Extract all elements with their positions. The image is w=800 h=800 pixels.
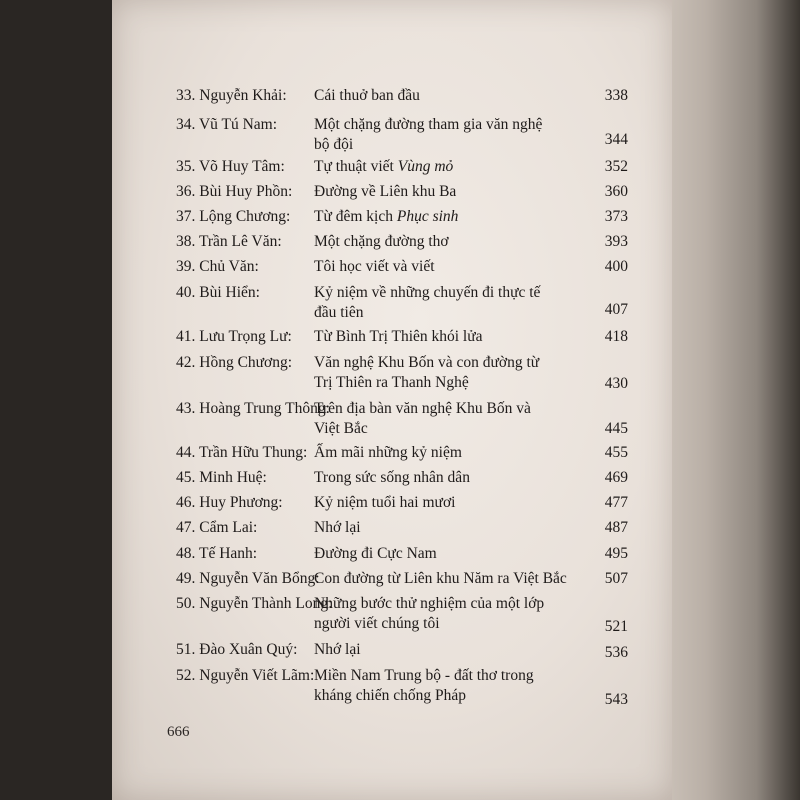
toc-title-line: kháng chiến chống Pháp bbox=[314, 687, 466, 704]
toc-page-number: 445 bbox=[604, 420, 628, 437]
toc-title bbox=[314, 594, 579, 634]
toc-author: 44. Trần Hữu Thung: bbox=[176, 444, 308, 461]
toc-page-number: 338 bbox=[604, 87, 628, 104]
toc-title bbox=[314, 283, 579, 323]
toc-page-number: 407 bbox=[604, 301, 628, 318]
toc-author: 42. Hồng Chương: bbox=[176, 354, 293, 371]
toc-author: 37. Lộng Chương: bbox=[176, 208, 291, 225]
toc-title bbox=[314, 353, 579, 393]
toc-title-italic: Phục sinh bbox=[396, 208, 459, 225]
toc-page-number: 543 bbox=[604, 691, 628, 708]
toc-title-line: Đường đi Cực Nam bbox=[314, 545, 437, 562]
toc-title bbox=[314, 257, 579, 277]
toc-title-italic: Vùng mỏ bbox=[397, 158, 454, 175]
toc-title-line: Trị Thiên ra Thanh Nghệ bbox=[314, 374, 469, 391]
toc-author: 40. Bùi Hiển: bbox=[176, 284, 260, 301]
toc-author: 43. Hoàng Trung Thông: bbox=[176, 400, 330, 417]
toc-author: 48. Tế Hanh: bbox=[176, 545, 258, 562]
toc-title bbox=[314, 468, 579, 488]
toc-title bbox=[314, 493, 579, 513]
toc-page-number: 521 bbox=[604, 618, 628, 635]
toc-title-line: Những bước thử nghiệm của một lớp bbox=[314, 595, 545, 612]
toc-title-line: Trong sức sống nhân dân bbox=[314, 469, 470, 486]
table-of-contents bbox=[112, 0, 672, 800]
toc-title-line: Miền Nam Trung bộ - đất thơ trong bbox=[314, 667, 534, 684]
toc-page-number: 400 bbox=[604, 258, 628, 275]
toc-page-number: 455 bbox=[604, 444, 628, 461]
toc-title bbox=[314, 518, 579, 538]
toc-title bbox=[314, 544, 579, 564]
toc-title bbox=[314, 443, 579, 463]
toc-title-line: Việt Bắc bbox=[314, 420, 368, 437]
toc-title-text: Từ đêm kịch bbox=[314, 208, 397, 225]
toc-author: 39. Chủ Văn: bbox=[176, 258, 259, 275]
toc-author: 41. Lưu Trọng Lư: bbox=[176, 328, 292, 345]
toc-title-line: Ấm mãi những kỷ niệm bbox=[314, 444, 462, 461]
toc-author: 47. Cẩm Lai: bbox=[176, 519, 258, 536]
toc-page-number: 495 bbox=[604, 545, 628, 562]
toc-title-line: Cái thuở ban đầu bbox=[314, 87, 420, 104]
toc-title bbox=[314, 115, 579, 155]
toc-title-line: Đường về Liên khu Ba bbox=[314, 183, 457, 200]
toc-title bbox=[314, 640, 579, 660]
toc-page-number: 373 bbox=[604, 208, 628, 225]
toc-title-line bbox=[314, 157, 579, 177]
toc-author: 46. Huy Phương: bbox=[176, 494, 283, 511]
toc-title-line: Một chặng đường thơ bbox=[314, 233, 449, 250]
toc-title-line: Một chặng đường tham gia văn nghệ bbox=[314, 116, 543, 133]
toc-title bbox=[314, 157, 579, 177]
toc-title-line: Kỷ niệm về những chuyến đi thực tế bbox=[314, 284, 541, 301]
toc-title-line bbox=[314, 207, 579, 227]
toc-author: 38. Trần Lê Văn: bbox=[176, 233, 282, 250]
toc-title-line: đầu tiên bbox=[314, 304, 364, 321]
toc-page-number: 360 bbox=[604, 183, 628, 200]
toc-title-line: Con đường từ Liên khu Năm ra Việt Bắc bbox=[314, 570, 567, 587]
toc-page-number: 352 bbox=[604, 158, 628, 175]
toc-author: 51. Đào Xuân Quý: bbox=[176, 641, 298, 658]
toc-author: 34. Vũ Tú Nam: bbox=[176, 116, 278, 133]
toc-title-line: người viết chúng tôi bbox=[314, 615, 440, 632]
toc-title bbox=[314, 569, 579, 589]
toc-author: 45. Minh Huệ: bbox=[176, 469, 267, 486]
toc-title-line: Kỷ niệm tuổi hai mươi bbox=[314, 494, 456, 511]
toc-title bbox=[314, 666, 579, 706]
toc-title bbox=[314, 232, 579, 252]
book-page-edges bbox=[655, 0, 800, 800]
toc-title-line: Nhớ lại bbox=[314, 519, 361, 536]
book-page bbox=[112, 0, 672, 800]
toc-author: 35. Võ Huy Tâm: bbox=[176, 158, 285, 175]
toc-page-number: 469 bbox=[604, 469, 628, 486]
toc-title-line: Tôi học viết và viết bbox=[314, 258, 435, 275]
toc-title-line: Nhớ lại bbox=[314, 641, 361, 658]
toc-title bbox=[314, 327, 579, 347]
toc-page-number: 487 bbox=[604, 519, 628, 536]
toc-title-line: bộ đội bbox=[314, 136, 354, 153]
toc-page-number: 418 bbox=[604, 328, 628, 345]
toc-page-number: 477 bbox=[604, 494, 628, 511]
toc-author: 36. Bùi Huy Phồn: bbox=[176, 183, 293, 200]
page-number: 666 bbox=[167, 724, 190, 740]
toc-page-number: 536 bbox=[604, 644, 628, 661]
toc-title-line: Trên địa bàn văn nghệ Khu Bốn và bbox=[314, 400, 531, 417]
toc-title bbox=[314, 182, 579, 202]
toc-page-number: 344 bbox=[604, 131, 628, 148]
toc-author: 50. Nguyễn Thành Long: bbox=[176, 595, 333, 612]
toc-title bbox=[314, 86, 579, 106]
toc-title-text: Tự thuật viết bbox=[314, 158, 398, 175]
toc-title bbox=[314, 207, 579, 227]
toc-title-line: Văn nghệ Khu Bốn và con đường từ bbox=[314, 354, 540, 371]
toc-page-number: 430 bbox=[604, 375, 628, 392]
toc-author: 49. Nguyễn Văn Bổng: bbox=[176, 570, 320, 587]
toc-page-number: 393 bbox=[604, 233, 628, 250]
toc-title-line: Từ Bình Trị Thiên khói lửa bbox=[314, 328, 483, 345]
toc-author: 33. Nguyễn Khải: bbox=[176, 87, 287, 104]
toc-page-number: 507 bbox=[604, 570, 628, 587]
toc-title bbox=[314, 399, 579, 439]
toc-author: 52. Nguyễn Viết Lãm: bbox=[176, 667, 315, 684]
